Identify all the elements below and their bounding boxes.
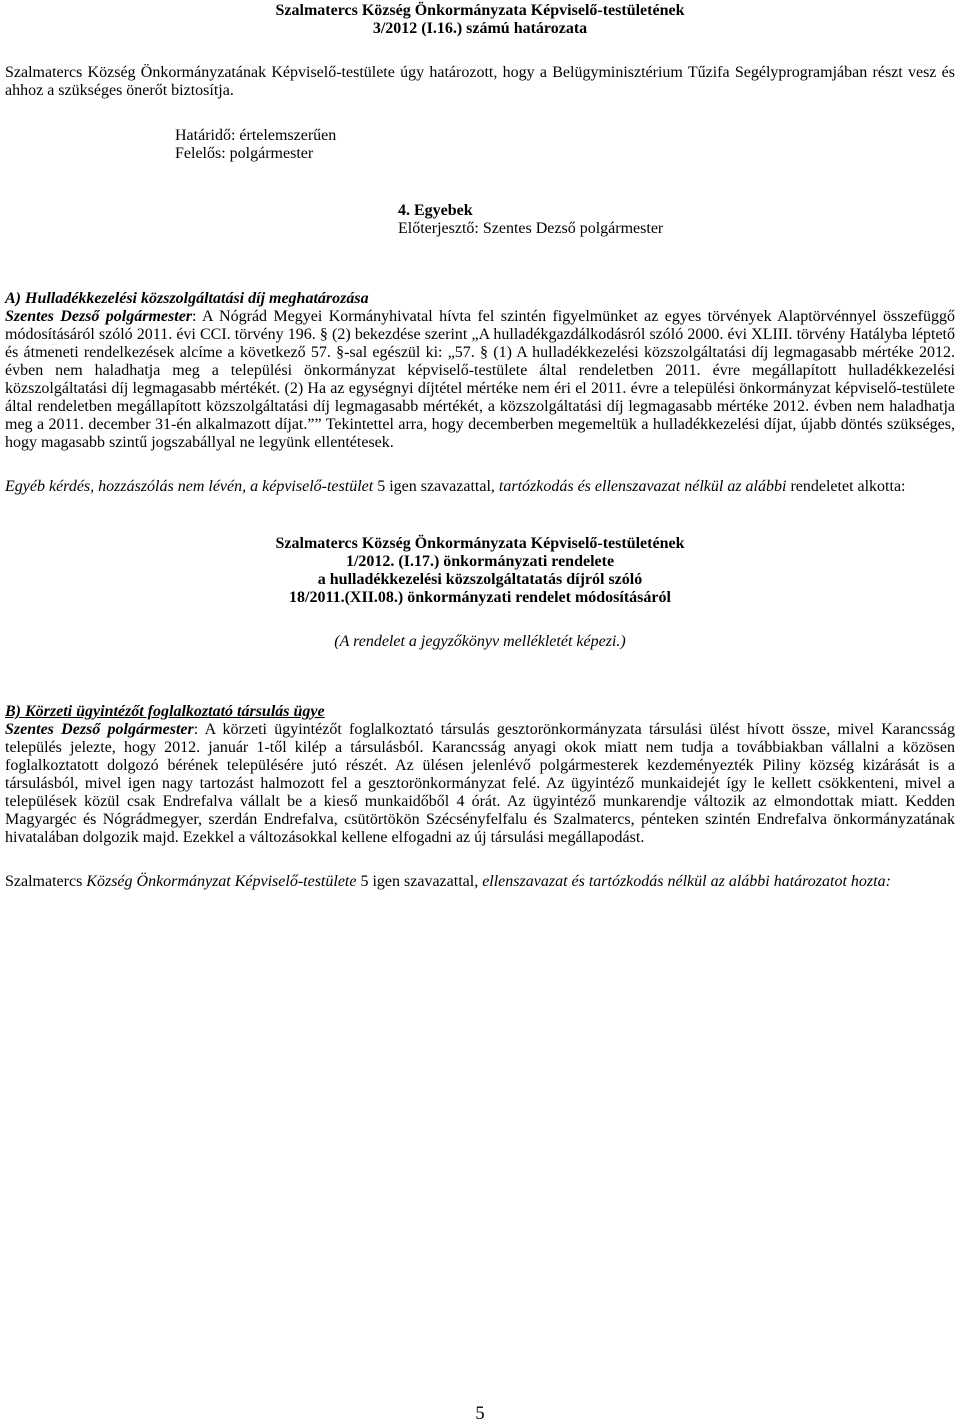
- resolution-heading-line2: 3/2012 (I.16.) számú határozata: [372, 20, 588, 37]
- decree-note: (A rendelet a jegyzőkönyv mellékletét képezi.): [334, 633, 626, 650]
- sectionA-text: : A Nógrád Megyei Kormányhivatal hívta fel szintén figyelmünket az egyes törvények Alaptörvénnyel összefüggő módosításáról szóló 2011. évi CCI. törvény 196. § (2) bekezdése szerint „A hulladékgazdálkodásról szóló 2000. évi XLIII. törvény Hatályba léptető és átmeneti rendelkezések alcíme a következő 57. §-sal egészül ki: „57. § (1) A hulladékkezelési közszolgáltatási díj legmagasabb mértéke 2012. évben nem haladhatja meg a települési önkormányzat képviselő-testülete által rendeletben 2011. évre megállapított hulladékkezelési közszolgáltatási díj legmagasabb mértékét. (2) Ha az egységnyi díjtétel mértéke nem éri el 2011. évre a települési önkormányzat képviselő-testülete által rendeletben megállapított közszolgáltatási díj legmagasabb mértékét, a közszolgáltatási díj legmagasabb mértéke 2012. évben nem haladhatja meg a 2011. december 31-én alkalmazott díjat.”” Tekintettel arra, hogy decemberben megemeltük a hulladékkezelési díjat, újabb döntés szükséges, hogy magasabb szintű jogszabállyal ne legyünk ellentétesek.: [5, 308, 956, 451]
- sectionB-text: : A körzeti ügyintézőt foglalkoztató társulás gesztorönkormányzata társulási ülést hívott össze, mivel Karancsság település jelezte, hogy 2012. január 1-től kilép a társulásból. Karancsság anyagi okok miatt nem tudja a továbbiakban vállalni a közösen foglalkoztatott dolgozó bérének településére jutó részét. Az ülésen jelenlévő polgármesterek kezdeményezték Piliny község kizárását is a társulásból, mivel igen nagy tartozást halmozott fel a gesztorönkormányzat felé. Az ügyintéző munkaidejét így le kellett csökkenteni, mivel a települések közül csak Endrefalva vállalt be a kieső munkaidőből 4 órát. Az ügyintéző munkarendje változik az elmondottak miatt. Kedden Magyargéc és Nógrádmegyer, szerdán Endrefalva, csütörtökön Szécsényfelfalu és Szalmatercs, pénteken szintén Endrefalva önkormányzatának hivatalában dolgozik majd. Ezekkel a változásokkal kellene elfogadni az új társulási megállapodást.: [5, 721, 955, 846]
- decree-heading-line1: Szalmatercs Község Önkormányzata Képviselő-testületének: [275, 535, 685, 552]
- sectionA-title: [5, 290, 955, 308]
- page-number: 5: [475, 1404, 485, 1424]
- sectionB-vote-part2: Község Önkormányzat Képviselő-testülete: [86, 873, 357, 890]
- sectionA-title-text: A) Hulladékkezelési közszolgáltatási díj meghatározása: [5, 290, 369, 307]
- sectionA-speaker: Szentes Dezső polgármester: [5, 308, 193, 325]
- section4-title-text: 4. Egyebek: [398, 202, 473, 219]
- resolution-heading-line1: Szalmatercs Község Önkormányzata Képviselő-testületének: [275, 2, 685, 19]
- deadline-text: Határidő: értelemszerűen: [175, 127, 337, 144]
- sectionA-vote-part3: tartózkodás és ellenszavazat nélkül az alábbi: [498, 478, 787, 495]
- section4-title: [5, 202, 955, 220]
- sectionB-vote-part3: 5 igen szavazattal,: [356, 873, 483, 890]
- sectionA-vote-part1: Egyéb kérdés, hozzászólás nem lévén, a képviselő-testület: [5, 478, 374, 495]
- sectionA-paragraph: [5, 308, 955, 452]
- sectionA-vote-part4: rendeletet alkotta:: [786, 478, 906, 495]
- decree-heading-line4: 18/2011.(XII.08.) önkormányzati rendelet módosításáról: [289, 589, 671, 606]
- sectionA-vote: [5, 478, 955, 496]
- responsible-text: Felelős: polgármester: [175, 145, 314, 162]
- sectionB-vote: [5, 873, 955, 891]
- section4-presenter: Előterjesztő: Szentes Dezső polgármester: [398, 220, 664, 237]
- sectionB-vote-part4: ellenszavazat és tartózkodás nélkül az alábbi határozatot hozta:: [482, 873, 891, 890]
- decree-heading-line3: a hulladékkezelési közszolgáltatatás díjról szóló: [317, 571, 643, 588]
- sectionB-vote-part1: Szalmatercs: [5, 873, 87, 890]
- sectionB-paragraph: [5, 721, 955, 847]
- decree-heading-line2: 1/2012. (I.17.) önkormányzati rendelete: [345, 553, 615, 570]
- resolution-body: Szalmatercs Község Önkormányzatának Képviselő-testülete úgy határozott, hogy a Belügyminisztérium Tűzifa Segélyprogramjában részt vesz és ahhoz a szükséges önerőt biztosítja.: [5, 64, 955, 99]
- document-page: [5, 0, 955, 891]
- sectionA-vote-part2: 5 igen szavazattal,: [373, 478, 499, 495]
- sectionB-title-text: B) Körzeti ügyintézőt foglalkoztató társulás ügye: [5, 703, 325, 720]
- sectionB-speaker: Szentes Dezső polgármester: [5, 721, 194, 738]
- sectionB-title: [5, 703, 955, 721]
